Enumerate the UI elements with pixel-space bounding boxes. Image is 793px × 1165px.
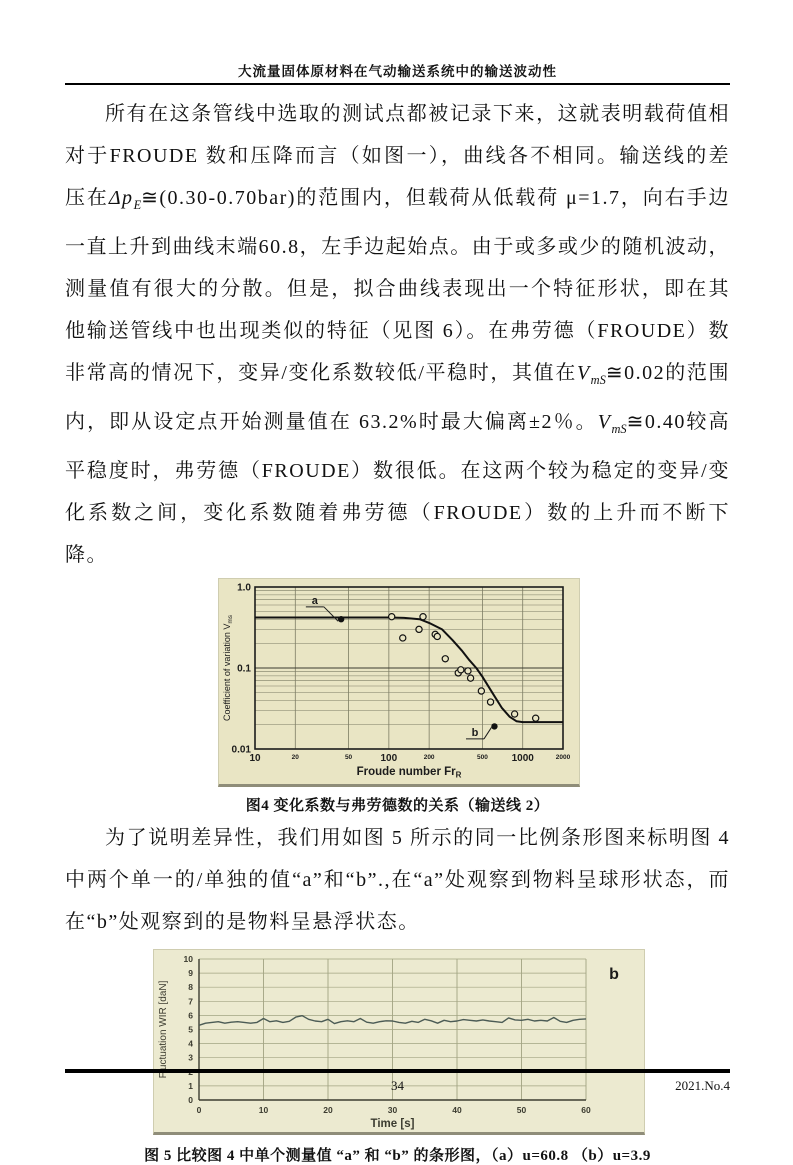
svg-text:100: 100 [380,753,397,764]
p1-text: 所有在这条管线中选取的测试点都被记录下来，这就表明载荷值相对于FROUDE 数和压降而言（如图一），曲线各不相同。输送线的差压在 [65,103,730,209]
figure5-caption: 图 5 比较图 4 中单个测量值 “a” 和 “b” 的条形图，（a）u=60.8 （b）u=3.9 [144,1148,651,1164]
svg-text:9: 9 [187,968,193,979]
formula-delta-p: Δp [108,187,134,209]
svg-text:0: 0 [196,1105,201,1115]
formula-vms-1: V [576,362,591,384]
svg-text:1.0: 1.0 [236,582,251,594]
svg-text:a: a [311,594,318,607]
page-number: 34 [391,1078,404,1093]
formula-vms-2: V [597,411,612,433]
paragraph-2: 为了说明差异性，我们用如图 5 所示的同一比例条形图来标明图 4 中两个单一的/单独的值“a”和“b”.,在“a”处观察到物料呈球形状态，而在“b”处观察到的是物料呈悬浮状态。 [65,827,730,933]
svg-text:Coefficient of variation Vms: Coefficient of variation $V_{ms}$ [221,614,234,722]
svg-text:1: 1 [187,1080,193,1091]
figure4-caption: 图4 变化系数与弗劳德数的关系（输送线 2） [245,798,550,814]
svg-text:40: 40 [451,1105,462,1115]
svg-text:b: b [608,966,619,983]
header-rule [65,83,730,85]
issue-number: 2021.No.4 [675,1078,730,1093]
p1-text: ≅0.02的范围内，即从设定点开始测量值在 63.2%时最大偏离±2％。 [65,362,730,433]
svg-text:Fluctuation WIR [daN]: Fluctuation WIR [daN] [157,980,169,1079]
paragraph-1 [65,93,730,576]
svg-text:2000: 2000 [555,754,570,761]
svg-text:60: 60 [580,1105,591,1115]
svg-text:0: 0 [187,1095,193,1105]
formula-delta-p-sub: E [133,198,142,212]
svg-text:0.1: 0.1 [236,663,251,675]
svg-text:50: 50 [516,1105,526,1115]
svg-text:200: 200 [423,754,435,761]
svg-text:0.01: 0.01 [231,744,251,756]
svg-text:8: 8 [187,982,193,993]
page-footer [65,1066,730,1094]
svg-text:30: 30 [387,1105,397,1115]
svg-text:10: 10 [183,954,193,964]
svg-text:50: 50 [344,754,352,761]
svg-text:20: 20 [291,754,299,761]
figure5-chart [153,949,645,1135]
svg-text:4: 4 [187,1038,193,1049]
svg-text:b: b [471,726,478,739]
figure-4 [218,578,578,787]
footer-rule [65,1069,730,1073]
formula-vms-1-sub: mS [590,373,606,387]
p1-text: ≅(0.30-0.70bar)的范围内，但载荷从低载荷 μ=1.7，向右手边一直上升到曲线末端60.8，左手边起始点。由于或多或少的随机波动，测量值有很大的分散。但是，拟合曲线表现出一个特征形状，即在其他输送管线中也出现类似的特征（见图 6）。在弗劳德（FROUDE）数非常高的情况下，变异/变化系数较低/平稳时，其值在 [65,187,731,384]
figure4-chart [218,578,580,787]
svg-text:1000: 1000 [511,753,534,764]
svg-text:Time [s]: Time [s] [370,1118,414,1130]
svg-text:7: 7 [187,996,193,1007]
svg-text:10: 10 [258,1105,268,1115]
figure-5 [153,949,643,1135]
formula-vms-2-sub: mS [611,422,627,436]
svg-text:3: 3 [187,1052,193,1063]
svg-text:Froude number FrR: Froude number $Fr_R$ [356,766,461,780]
footer-row [65,1078,730,1094]
page-header-title: 大流量固体原材料在气动输送系统中的输送波动性 [238,64,557,79]
p1-text: ≅0.40较高平稳度时，弗劳德（FROUDE）数很低。在这两个较为稳定的变异/变化系数之间，变化系数随着弗劳德（FROUDE）数的上升而不断下降。 [65,411,730,566]
svg-text:20: 20 [322,1105,333,1115]
svg-text:6: 6 [187,1010,193,1021]
svg-text:10: 10 [248,753,261,764]
svg-text:5: 5 [187,1024,193,1035]
svg-text:2: 2 [187,1066,193,1077]
svg-text:500: 500 [476,754,488,761]
